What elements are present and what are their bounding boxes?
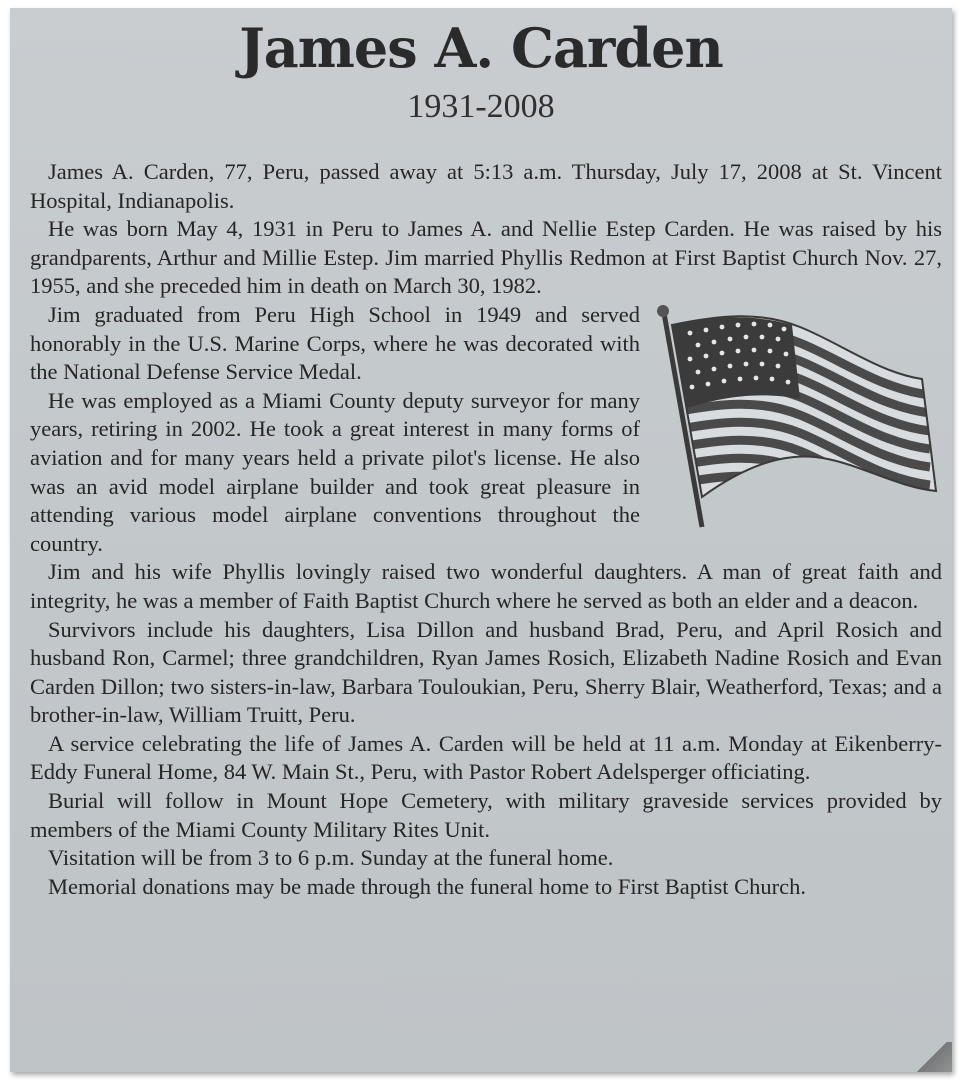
newspaper-clipping	[10, 8, 952, 1072]
obituary-name-headline: James A. Carden	[239, 16, 723, 80]
paragraph-burial: Burial will follow in Mount Hope Cemetery, with military graveside services provided by members of the Miami County Military Rites Unit.	[30, 788, 942, 842]
paragraph-visitation: Visitation will be from 3 to 6 p.m. Sunday at the funeral home.	[48, 845, 614, 871]
paragraph-family: Jim and his wife Phyllis lovingly raised two wonderful daughters. A man of great faith and integrity, he was a member of Faith Baptist Church where he served as both an elder and a deacon.	[30, 559, 942, 613]
paragraph-birth: He was born May 4, 1931 in Peru to James A. and Nellie Estep Carden. He was raised by his grandparents, Arthur and Millie Estep. Jim married Phyllis Redmon at First Baptist Church Nov. 27, 1955, and she preceded him in death on March 30, 1982.	[30, 216, 942, 299]
paragraph-career: He was employed as a Miami County deputy surveyor for many years, retiring in 2002. He took a great interest in many forms of aviation and for many years held a private pilot's license. He also was an avid model airplane builder and took great pleasure in attending various model airplane conventions throughout the country.	[30, 387, 640, 556]
paragraph-memorials: Memorial donations may be made through the funeral home to First Baptist Church.	[48, 873, 806, 899]
paragraph-service: A service celebrating the life of James A. Carden will be held at 11 a.m. Monday at Eikenberry-Eddy Funeral Home, 84 W. Main St., Peru, with Pastor Robert Adelsperger officiating.	[30, 730, 942, 785]
paragraph-military: Jim graduated from Peru High School in 1949 and served honorably in the U.S. Marine Corps, where he was decorated with the National Defense Service Medal.	[30, 301, 640, 385]
obituary-body	[30, 158, 942, 901]
paragraph-survivors: Survivors include his daughters, Lisa Dillon and husband Brad, Peru, and April Rosich and husband Ron, Carmel; three grandchildren, Ryan James Rosich, Elizabeth Nadine Rosich and Evan Carden Dillon; two sisters-in-law, Barbara Touloukian, Peru, Sherry Blair, Weatherford, Texas; and a brother-in-law, William Truitt, Peru.	[30, 616, 942, 728]
american-flag-icon	[650, 301, 942, 533]
paragraph-passing: James A. Carden, 77, Peru, passed away at 5:13 a.m. Thursday, July 17, 2008 at St. Vincent Hospital, Indianapolis.	[30, 159, 942, 213]
obituary-years: 1931-2008	[407, 88, 555, 125]
